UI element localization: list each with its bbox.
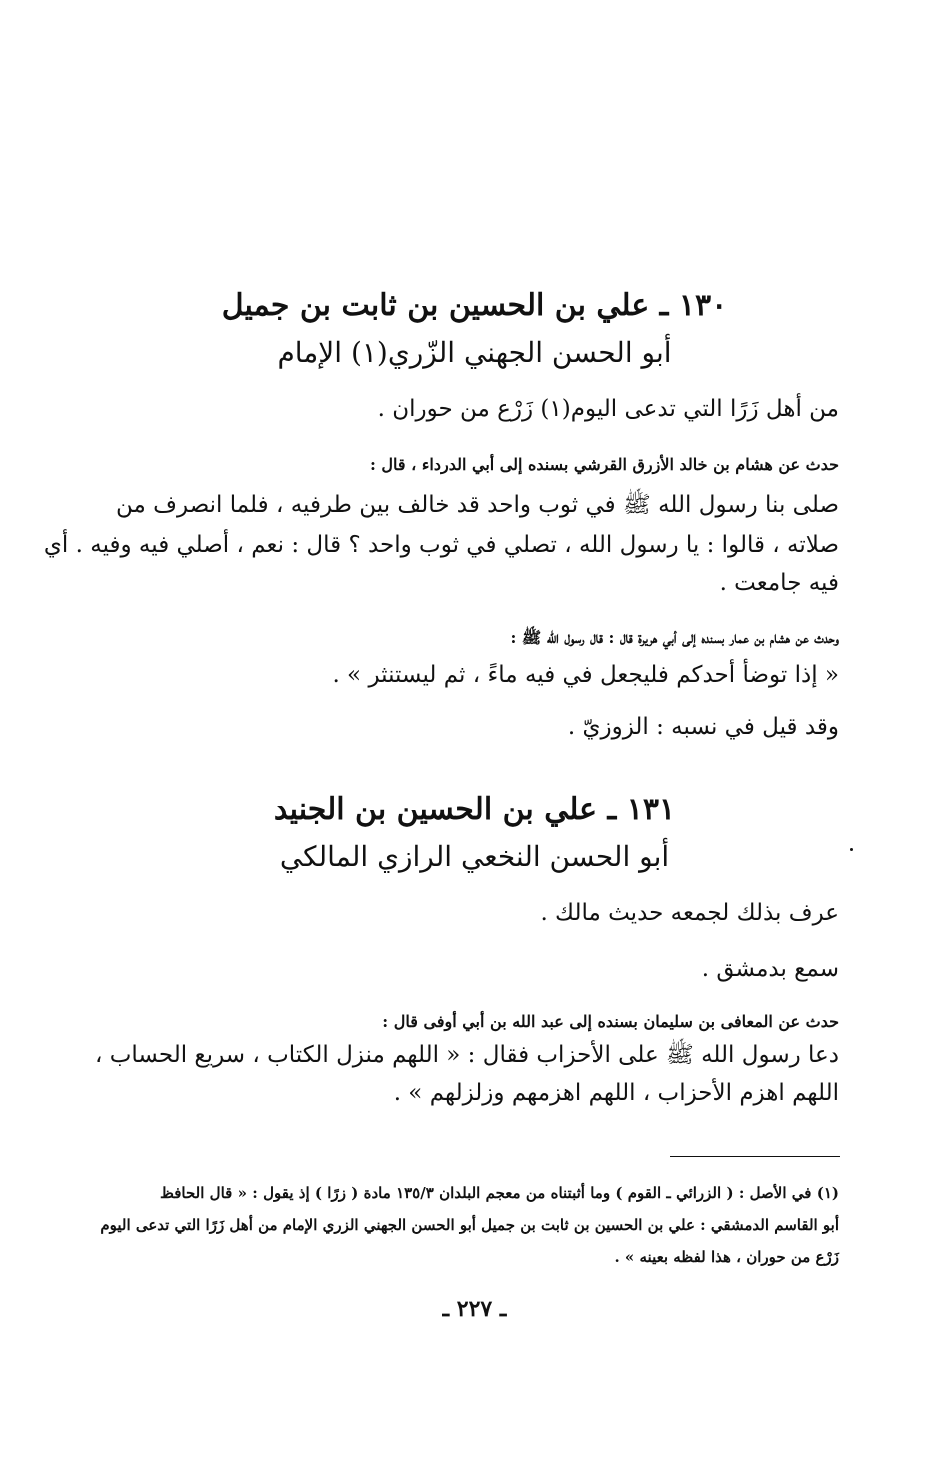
page-number: ـ ٢٢٧ ـ bbox=[442, 1296, 507, 1322]
entry-130-isnad-1: حدث عن هشام بن خالد الأزرق القرشي بسنده إلى أبي الدرداء ، قال : bbox=[369, 455, 839, 474]
entry-130-hadith-1-line-2: صلاته ، قالوا : يا رسول الله ، تصلي في ثوب واحد ؟ قال : نعم ، أصلي فيه وفيه . أي bbox=[43, 532, 839, 558]
footnote-line-1: (١) في الأصل : ( الزرائي ـ القوم ) وما أثبتناه من معجم البلدان ١٣٥/٣ مادة ( زرًا ) إذ يقول : « قال الحافظ bbox=[160, 1184, 839, 1202]
footnote-line-2: أبو القاسم الدمشقي : علي بن الحسين بن ثابت بن جميل أبو الحسن الجهني الزري الإمام من أهل زَرًا التي تدعى اليوم bbox=[100, 1216, 839, 1234]
entry-130-hadith-2: « إذا توضأ أحدكم فليجعل في فيه ماءً ، ثم ليستنثر » . bbox=[332, 662, 839, 688]
entry-131-line-1: عرف بذلك لجمعه حديث مالك . bbox=[540, 900, 839, 926]
entry-131-subtitle: أبو الحسن النخعي الرازي المالكي bbox=[279, 840, 670, 873]
entry-130-origin: من أهل زَرًا التي تدعى اليوم(١) زَرْع من حوران . bbox=[377, 396, 839, 422]
entry-131-hadith-line-2: اللهم اهزم الأحزاب ، اللهم اهزمهم وزلزلهم » . bbox=[393, 1080, 839, 1106]
entry-131-hadith-line-1: دعا رسول الله ﷺ على الأحزاب فقال : « اللهم منزل الكتاب ، سريع الحساب ، bbox=[94, 1042, 839, 1068]
entry-130-title: ١٣٠ ـ علي بن الحسين بن ثابت بن جميل bbox=[221, 288, 728, 323]
entry-130-subtitle: أبو الحسن الجهني الزّري(١) الإمام bbox=[277, 336, 672, 369]
stray-dot bbox=[850, 848, 853, 851]
entry-130-hadith-1-line-1: صلى بنا رسول الله ﷺ في ثوب واحد قد خالف بين طرفيه ، فلما انصرف من bbox=[116, 492, 839, 518]
entry-131-title: ١٣١ ـ علي بن الحسين بن الجنيد bbox=[273, 792, 676, 827]
footnote-rule bbox=[670, 1156, 840, 1157]
entry-130-hadith-1-line-3: فيه جامعت . bbox=[719, 570, 839, 596]
entry-130-isnad-2: وحدث عن هشام بن عمار بسنده إلى أبي هريرة قال : قال رسول الله ﷺ : bbox=[510, 628, 839, 647]
footnote-line-3: زَرْع من حوران ، هذا لفظه بعينه » . bbox=[614, 1248, 839, 1266]
entry-131-isnad: حدث عن المعافى بن سليمان بسنده إلى عبد الله بن أبي أوفى قال : bbox=[382, 1012, 839, 1031]
entry-131-line-2: سمع بدمشق . bbox=[701, 956, 839, 982]
entry-130-nisba-note: وقد قيل في نسبه : الزوزيّ . bbox=[567, 714, 839, 740]
